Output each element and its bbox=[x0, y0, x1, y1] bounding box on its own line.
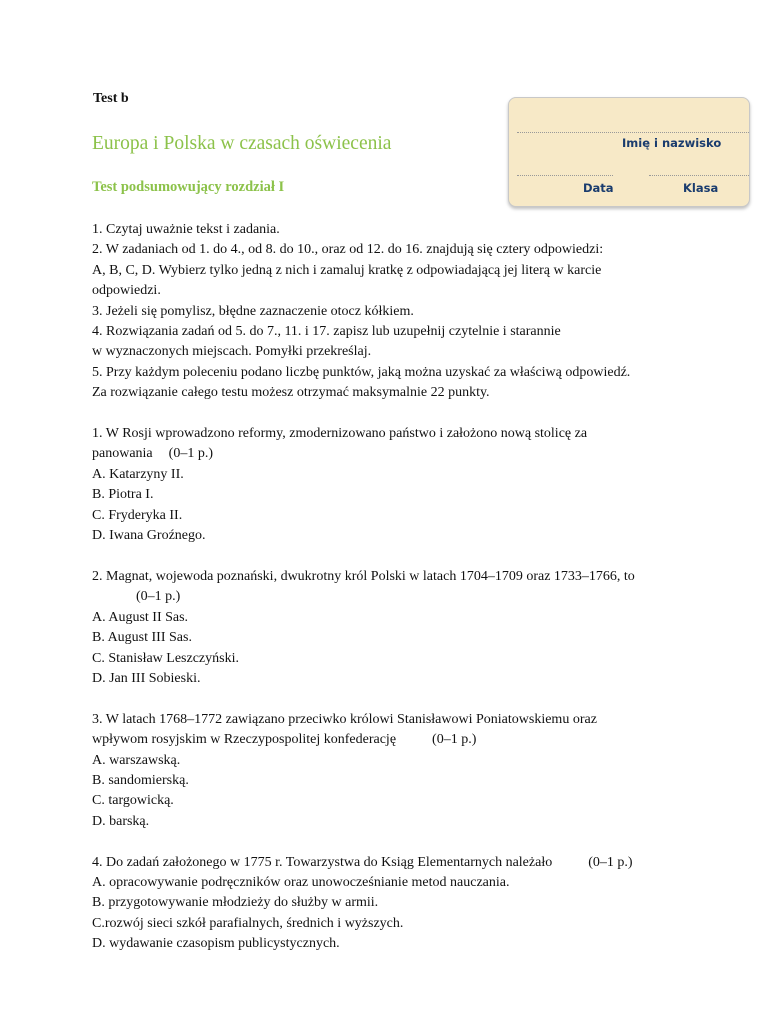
question-text: 4. Do zadań założonego w 1775 r. Towarzystwa do Ksiąg Elementarnych należało bbox=[92, 854, 553, 870]
instruction-line: 4. Rozwiązania zadań od 5. do 7., 11. i 17. zapisz lub uzupełnij czytelnie i starannie bbox=[92, 324, 561, 340]
question-points: (0–1 p.) bbox=[588, 854, 633, 870]
answer-option: A. August II Sas. bbox=[92, 609, 189, 625]
question-text: panowania bbox=[92, 446, 153, 462]
answer-option: C. Fryderyka II. bbox=[92, 507, 183, 523]
class-label: Klasa bbox=[683, 181, 719, 195]
answer-option: D. barską. bbox=[92, 813, 150, 829]
answer-option: D. wydawanie czasopism publicystycznych. bbox=[92, 936, 340, 952]
answer-option: C. Stanisław Leszczyński. bbox=[92, 650, 239, 666]
instruction-line: A, B, C, D. Wybierz tylko jedną z nich i zamaluj kratkę z odpowiadającą jej literą w karcie bbox=[92, 262, 602, 278]
instruction-line: Za rozwiązanie całego testu możesz otrzymać maksymalnie 22 punkty. bbox=[92, 385, 490, 401]
answer-option: C. targowicką. bbox=[92, 793, 174, 809]
instructions bbox=[92, 220, 712, 404]
instruction-line: 5. Przy każdym poleceniu podano liczbę punktów, jaką można uzyskać za właściwą odpowiedź. bbox=[92, 364, 631, 380]
class-dotted-line bbox=[649, 175, 749, 176]
question-text: 2. Magnat, wojewoda poznański, dwukrotny król Polski w latach 1704–1709 oraz 1733–1766, to bbox=[92, 568, 635, 584]
answer-option: A. warszawską. bbox=[92, 752, 181, 768]
date-dotted-line bbox=[517, 175, 613, 176]
test-label: Test b bbox=[93, 91, 129, 106]
instruction-line: w wyznaczonych miejscach. Pomyłki przekreślaj. bbox=[92, 344, 372, 360]
question-4 bbox=[92, 853, 712, 955]
answer-option: C.rozwój sieci szkół parafialnych, średnich i wyższych. bbox=[92, 915, 404, 931]
name-label: Imię i nazwisko bbox=[622, 136, 722, 150]
instruction-line: 3. Jeżeli się pomylisz, błędne zaznaczenie otocz kółkiem. bbox=[92, 303, 414, 319]
question-points: (0–1 p.) bbox=[136, 589, 181, 605]
question-text: wpływom rosyjskim w Rzeczypospolitej konfederację bbox=[92, 732, 397, 748]
answer-option: B. przygotowywanie młodzieży do służby w armii. bbox=[92, 895, 379, 911]
page-subtitle: Test podsumowujący rozdział I bbox=[92, 179, 285, 195]
answer-option: D. Iwana Groźnego. bbox=[92, 528, 206, 544]
question-text: 3. W latach 1768–1772 zawiązano przeciwko królowi Stanisławowi Poniatowskiemu oraz bbox=[92, 711, 597, 727]
answer-option: B. August III Sas. bbox=[92, 630, 192, 646]
answer-option: B. Piotra I. bbox=[92, 487, 154, 503]
page-title: Europa i Polska w czasach oświecenia bbox=[92, 133, 392, 154]
name-dotted-line bbox=[517, 132, 749, 133]
answer-option: B. sandomierską. bbox=[92, 772, 189, 788]
answer-option: A. Katarzyny II. bbox=[92, 466, 184, 482]
answer-option: D. Jan III Sobieski. bbox=[92, 670, 201, 686]
question-2 bbox=[92, 567, 712, 689]
instruction-line: odpowiedzi. bbox=[92, 283, 161, 299]
test-content bbox=[92, 220, 712, 955]
question-1 bbox=[92, 424, 712, 546]
instruction-line: 1. Czytaj uważnie tekst i zadania. bbox=[92, 222, 280, 237]
question-text: 1. W Rosji wprowadzono reformy, zmodernizowano państwo i założono nową stolicę za bbox=[92, 426, 588, 442]
question-points: (0–1 p.) bbox=[168, 446, 213, 462]
answer-option: A. opracowywanie podręczników oraz unowocześnianie metod nauczania. bbox=[92, 874, 510, 890]
question-points: (0–1 p.) bbox=[432, 732, 477, 748]
instruction-line: 2. W zadaniach od 1. do 4., od 8. do 10., oraz od 12. do 16. znajdują się cztery odpowiedzi: bbox=[92, 242, 604, 258]
date-label: Data bbox=[583, 181, 614, 195]
question-3 bbox=[92, 710, 712, 832]
student-info-box bbox=[508, 97, 750, 207]
